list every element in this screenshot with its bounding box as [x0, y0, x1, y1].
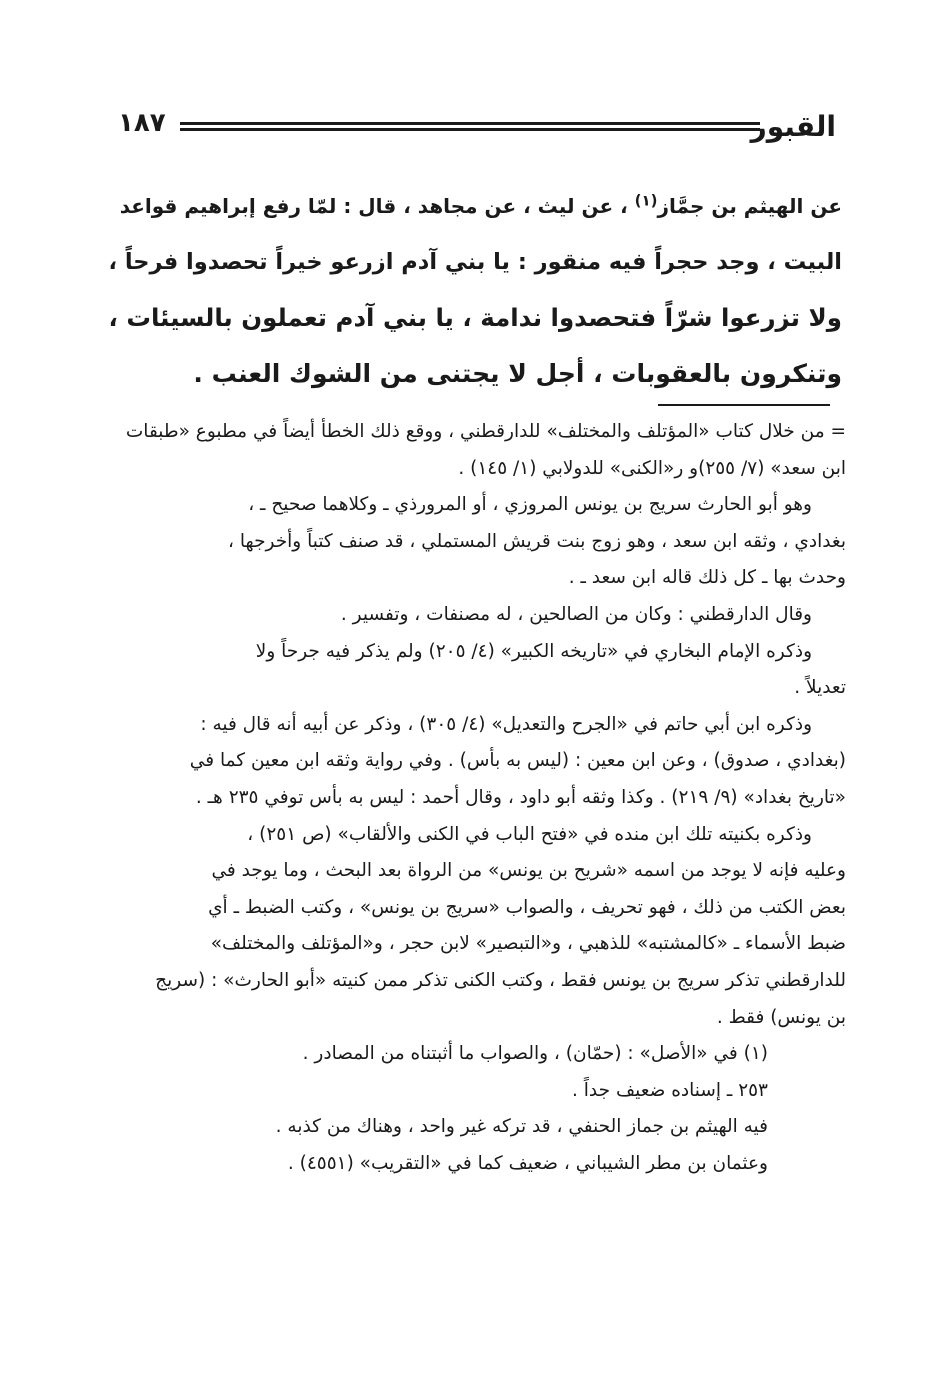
- footnote-line: (بغدادي ، صدوق) ، وعن ابن معين : (ليس به بأس) . وفي رواية وثقه ابن معين كما في: [189, 750, 846, 772]
- footnote-line: ضبط الأسماء ـ «كالمشتبه» للذهبي ، و«التبصير» لابن حجر ، و«المؤتلف والمختلف»: [210, 933, 846, 955]
- main-line: ولا تزرعوا شرّاً فتحصدوا ندامة ، يا بني آدم تعملون بالسيئات ،: [108, 303, 842, 332]
- footnote-line: بغدادي ، وثقه ابن سعد ، وهو زوج بنت قريش المستملي ، قد صنف كتباً وأخرجها ،: [228, 530, 846, 552]
- footnote-line: = من خلال كتاب «المؤتلف والمختلف» للدارقطني ، ووقع ذلك الخطأ أيضاً في مطبوع «طبقات: [125, 421, 846, 442]
- main-line-start: عن الهيثم بن جمَّاز: [657, 194, 842, 218]
- main-line: [108, 178, 842, 234]
- page-header: [118, 104, 836, 154]
- footnote-line: وهو أبو الحارث سريج بن يونس المروزي ، أو المرورذي ـ وكلاهما صحيح ـ ،: [248, 494, 812, 516]
- footnote-line: وحدث بها ـ كل ذلك قاله ابن سعد ـ .: [568, 567, 846, 589]
- footnote-separator: [658, 404, 830, 406]
- footnote-line: وذكره الإمام البخاري في «تاريخه الكبير» (٤/ ٢٠٥) ولم يذكر فيه جرحاً ولا: [255, 640, 812, 662]
- main-line: وتنكرون بالعقوبات ، أجل لا يجتنى من الشوك العنب .: [193, 359, 842, 388]
- footnote-line: للدارقطني تذكر سريج بن يونس فقط ، وكتب الكنى تذكر ممن كنيته «أبو الحارث» : (سريج: [155, 969, 846, 991]
- footnote-line: وذكره ابن أبي حاتم في «الجرح والتعديل» (٤/ ٣٠٥) ، وذكر عن أبيه أنه قال فيه :: [200, 713, 812, 735]
- footnote-line: «تاريخ بغداد» (٩/ ٢١٩) . وكذا وثقه أبو داود ، وقال أحمد : ليس به بأس توفي ٢٣٥ هـ .: [195, 786, 846, 808]
- main-line: البيت ، وجد حجراً فيه منقور : يا بني آدم ازرعو خيراً تحصدوا فرحاً ،: [108, 249, 842, 275]
- footnote-line: ابن سعد» (٧/ ٢٥٥)و ر«الكنى» للدولابي (١/ ١٤٥) .: [458, 457, 846, 479]
- main-text: [108, 178, 842, 402]
- chapter-title: القبور: [750, 110, 836, 143]
- footnote-line: وقال الدارقطني : وكان من الصالحين ، له مصنفات ، وتفسير .: [340, 603, 812, 625]
- footnote-line: (١) في «الأصل» : (حمّان) ، والصواب ما أثبتناه من المصادر .: [302, 1043, 768, 1065]
- footnote-line: وعثمان بن مطر الشيباني ، ضعيف كما في «التقريب» (٤٥٥١) .: [287, 1152, 768, 1174]
- footnote-line: تعديلاً .: [794, 677, 846, 699]
- main-line-rest: ، عن ليث ، عن مجاهد ، قال : لمّا رفع إبراهيم قواعد: [119, 194, 635, 218]
- footnote-line: بعض الكتب من ذلك ، فهو تحريف ، والصواب «سريج بن يونس» ، وكتب الضبط ـ أي: [208, 896, 846, 918]
- page-number: ١٨٧: [118, 108, 166, 138]
- footnote-line: بن يونس) فقط .: [716, 1006, 846, 1028]
- footnotes: [104, 414, 846, 1182]
- footnote-line: وذكره بكنيته تلك ابن منده في «فتح الباب في الكنى والألقاب» (ص ٢٥١) ،: [247, 823, 812, 845]
- footnote-line: فيه الهيثم بن جماز الحنفي ، قد تركه غير واحد ، وهناك من كذبه .: [275, 1116, 768, 1138]
- header-rule: [180, 122, 760, 131]
- footnote-line: ٢٥٣ ـ إسناده ضعيف جداً .: [572, 1079, 768, 1101]
- footnote-line: وعليه فإنه لا يوجد من اسمه «شريح بن يونس» من الرواة بعد البحث ، وما يوجد في: [211, 860, 846, 882]
- footnote-marker: (١): [634, 191, 658, 210]
